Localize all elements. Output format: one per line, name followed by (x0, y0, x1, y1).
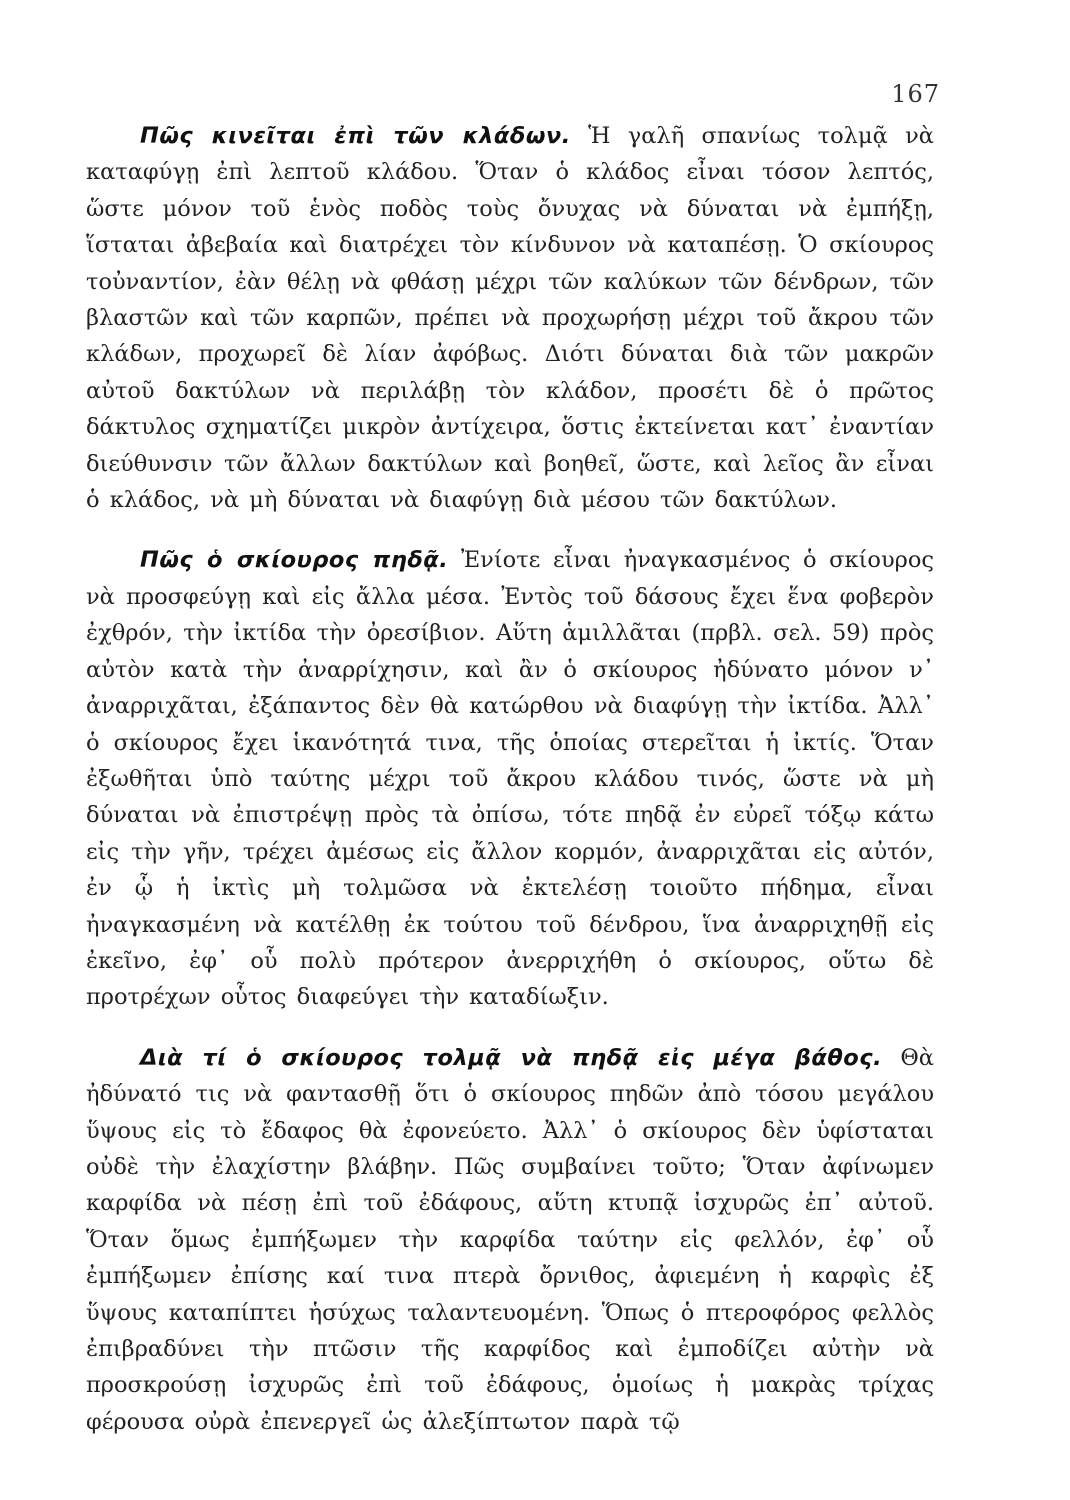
page-number: 167 (891, 80, 940, 108)
paragraph-text: Θὰ ἠδύνατό τις νὰ φαντασθῇ ὅτι ὁ σκίουρος πηδῶν ἀπὸ τόσου μεγάλου ὕψους εἰς τὸ ἔδαφος θὰ ἐφονεύετο. Ἀλλ᾽ ὁ σκίουρος δὲν ὑφίσταται οὐδὲ τὴν ἐλαχίστην βλάβην. Πῶς συμβαίνει τοῦτο; Ὅταν ἀφίνωμεν καρφίδα νὰ πέσῃ ἐπὶ τοῦ ἐδάφους, αὕτη κτυπᾷ ἰσχυρῶς ἐπ᾽ αὐτοῦ. Ὅταν ὅμως ἐμπήξωμεν τὴν καρφίδα ταύτην εἰς φελλόν, ἐφ᾽ οὗ ἐμπήξωμεν ἐπίσης καί τινα πτερὰ ὄρνιθος, ἀφιεμένη ἡ καρφὶς ἐξ ὕψους καταπίπτει ἡσύχως ταλαντευομένη. Ὅπως ὁ πτεροφόρος φελλὸς ἐπιβραδύνει τὴν πτῶσιν τῆς καρφίδος καὶ ἐμποδίζει αὐτὴν νὰ προσκρούσῃ ἰσχυρῶς ἐπὶ τοῦ ἐδάφους, ὁμοίως ἡ μακρὰς τρίχας φέρουσα οὐρὰ ἐπενεργεῖ ὡς ἀλεξίπτωτον παρὰ τῷ (86, 1044, 934, 1435)
paragraph-jump-depth (86, 1040, 934, 1440)
paragraph-branch-movement (86, 118, 934, 518)
paragraph-squirrel-jumps (86, 542, 934, 1015)
section-heading: Διὰ τί ὁ σκίουρος τολμᾷ νὰ πηδᾷ εἰς μέγα βάθος. (140, 1044, 883, 1071)
section-heading: Πῶς κινεῖται ἐπὶ τῶν κλάδων. (140, 123, 571, 149)
page-body (86, 118, 934, 1440)
paragraph-text: Ἡ γαλῆ σπανίως τολμᾷ νὰ καταφύγῃ ἐπὶ λεπτοῦ κλάδου. Ὅταν ὁ κλάδος εἶναι τόσον λεπτός, ὥστε μόνον τοῦ ἑνὸς ποδὸς τοὺς ὄνυχας νὰ δύναται νὰ ἐμπήξῃ, ἵσταται ἀβεβαία καὶ διατρέχει τὸν κίνδυνον νὰ καταπέσῃ. Ὁ σκίουρος τοὐναντίον, ἐὰν θέλῃ νὰ φθάσῃ μέχρι τῶν καλύκων τῶν δένδρων, τῶν βλαστῶν καὶ τῶν καρπῶν, πρέπει νὰ προχωρήσῃ μέχρι τοῦ ἄκρου τῶν κλάδων, προχωρεῖ δὲ λίαν ἀφόβως. Διότι δύναται διὰ τῶν μακρῶν αὐτοῦ δακτύλων νὰ περιλάβῃ τὸν κλάδον, προσέτι δὲ ὁ πρῶτος δάκτυλος σχηματίζει μικρὸν ἀντίχειρα, ὅστις ἐκτείνεται κατ᾽ ἐναντίαν διεύθυνσιν τῶν ἄλλων δακτύλων καὶ βοηθεῖ, ὥστε, καὶ λεῖος ἂν εἶναι ὁ κλάδος, νὰ μὴ δύναται νὰ διαφύγῃ διὰ μέσου τῶν δακτύλων. (86, 123, 934, 514)
paragraph-text: Ἐνίοτε εἶναι ἠναγκασμένος ὁ σκίουρος νὰ προσφεύγῃ καὶ εἰς ἄλλα μέσα. Ἐντὸς τοῦ δάσους ἔχει ἕνα φοβερὸν ἐχθρόν, τὴν ἰκτίδα τὴν ὀρεσίβιον. Αὕτη ἁμιλλᾶται (πρβλ. σελ. 59) πρὸς αὐτὸν κατὰ τὴν ἀναρρίχησιν, καὶ ἂν ὁ σκίουρος ἠδύνατο μόνον ν᾽ ἀναρριχᾶται, ἐξάπαντος δὲν θὰ κατώρθου νὰ διαφύγῃ τὴν ἰκτίδα. Ἀλλ᾽ ὁ σκίουρος ἔχει ἱκανότητά τινα, τῆς ὁποίας στερεῖται ἡ ἰκτίς. Ὅταν ἐξωθῆται ὑπὸ ταύτης μέχρι τοῦ ἄκρου κλάδου τινός, ὥστε νὰ μὴ δύναται νὰ ἐπιστρέψῃ πρὸς τὰ ὀπίσω, τότε πηδᾷ ἐν εὐρεῖ τόξῳ κάτω εἰς τὴν γῆν, τρέχει ἀμέσως εἰς ἄλλον κορμόν, ἀναρριχᾶται εἰς αὐτόν, ἐν ᾧ ἡ ἰκτὶς μὴ τολμῶσα νὰ ἐκτελέσῃ τοιοῦτο πήδημα, εἶναι ἠναγκασμένη νὰ κατέλθῃ ἐκ τούτου τοῦ δένδρου, ἵνα ἀναρριχηθῇ εἰς ἐκεῖνο, ἐφ᾽ οὗ πολὺ πρότερον ἀνερριχήθη ὁ σκίουρος, οὕτω δὲ προτρέχων οὗτος διαφεύγει τὴν καταδίωξιν. (86, 547, 934, 1011)
section-heading: Πῶς ὁ σκίουρος πηδᾷ. (140, 547, 449, 574)
